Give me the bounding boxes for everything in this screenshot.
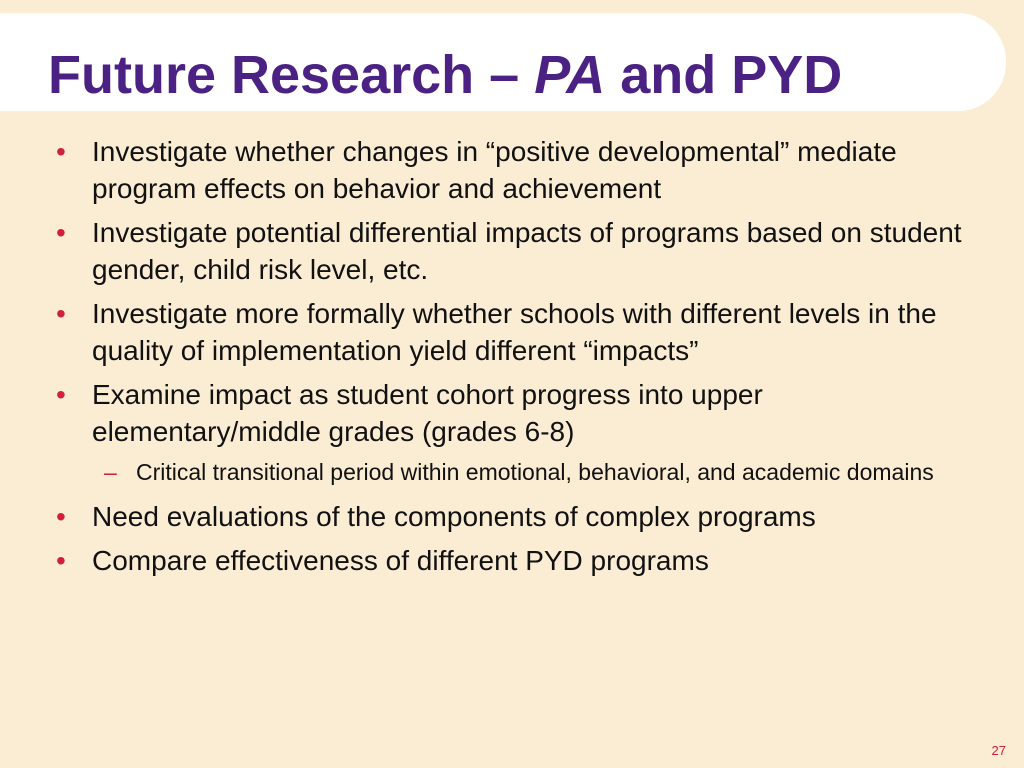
bullet-text: Examine impact as student cohort progress into upper elementary/middle grades (grades 6-8) — [92, 379, 763, 447]
bullet-text: Investigate more formally whether schools with different levels in the quality of implementation yield different “impacts” — [92, 298, 937, 366]
bullet-text: Compare effectiveness of different PYD programs — [92, 545, 709, 576]
bullet-marker: • — [56, 379, 66, 410]
sub-bullet-item — [104, 454, 966, 490]
bullet-marker: • — [56, 501, 66, 532]
bullet-marker: • — [56, 217, 66, 248]
bullet-item-2 — [56, 214, 966, 288]
bullet-marker: • — [56, 298, 66, 329]
title-bar — [0, 13, 1006, 111]
sub-bullet-list — [104, 454, 966, 490]
bullet-item-6 — [56, 542, 966, 579]
bullet-list — [56, 133, 966, 586]
bullet-text: Investigate whether changes in “positive developmental” mediate program effects on behavior and achievement — [92, 136, 897, 204]
page-number: 27 — [991, 743, 1006, 758]
bullet-marker: • — [56, 136, 66, 167]
title-italic: PA — [534, 45, 606, 105]
bullet-item-5 — [56, 498, 966, 535]
bullet-marker: • — [56, 545, 66, 576]
bullet-item-3 — [56, 295, 966, 369]
sub-bullet-text: Critical transitional period within emotional, behavioral, and academic domains — [136, 459, 934, 485]
bullet-item-1 — [56, 133, 966, 207]
bullet-text: Need evaluations of the components of complex programs — [92, 501, 816, 532]
bullet-text: Investigate potential differential impacts of programs based on student gender, child risk level, etc. — [92, 217, 962, 285]
slide-title — [48, 35, 842, 115]
dash-marker: – — [104, 459, 117, 485]
bullet-item-4 — [56, 376, 966, 490]
title-main: Future Research – — [48, 45, 535, 105]
title-end: and PYD — [605, 45, 843, 105]
